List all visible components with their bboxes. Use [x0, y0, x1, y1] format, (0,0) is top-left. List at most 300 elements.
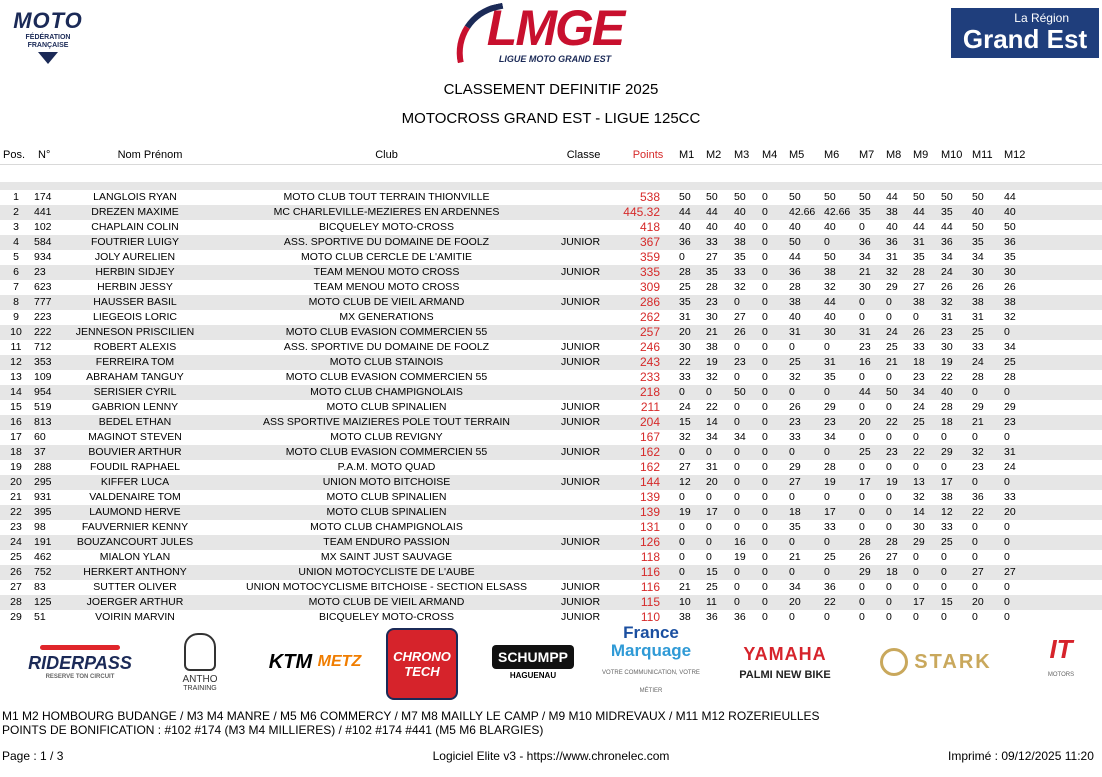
cell-m6: 44 — [824, 296, 836, 308]
cell-m11: 0 — [972, 386, 978, 398]
cell-m6: 0 — [824, 386, 830, 398]
cell-m11: 0 — [972, 521, 978, 533]
cell-m9: 30 — [913, 521, 925, 533]
header-classe: Classe — [566, 149, 601, 161]
table-row — [0, 565, 1102, 580]
sponsor-schumpp — [488, 620, 578, 704]
cell-m12: 0 — [1004, 476, 1010, 488]
cell-m10: 0 — [941, 566, 947, 578]
cell-m9: 0 — [913, 581, 919, 593]
cell-m12: 20 — [1004, 506, 1016, 518]
cell-m9: 13 — [913, 476, 925, 488]
cell-m5: 29 — [789, 461, 801, 473]
cell-m10: 36 — [941, 236, 953, 248]
cell-m1: 0 — [679, 566, 685, 578]
cell-classe: JUNIOR — [560, 596, 601, 608]
cell-m12: 23 — [1004, 416, 1016, 428]
bonus-footnote: POINTS DE BONIFICATION : #102 #174 (M3 M4 MILLIERES) / #102 #174 #441 (M5 M6 BLARGIES) — [2, 723, 544, 737]
cell-m3: 0 — [734, 416, 740, 428]
ffm-logo-sub2: FRANÇAISE — [27, 42, 69, 49]
cell-classe: JUNIOR — [560, 356, 601, 368]
cell-m2: 21 — [706, 326, 718, 338]
cell-m7: 0 — [859, 461, 865, 473]
cell-m1: 15 — [679, 416, 691, 428]
header-m12: M12 — [1004, 149, 1026, 161]
cell-num: 519 — [34, 401, 52, 413]
cell-m12: 28 — [1004, 371, 1016, 383]
cell-m7: 20 — [859, 416, 871, 428]
cell-club: ASS. SPORTIVE DU DOMAINE DE FOOLZ — [283, 341, 490, 353]
cell-pos: 6 — [13, 266, 19, 278]
table-row — [0, 430, 1102, 445]
cell-m6: 38 — [824, 266, 836, 278]
cell-club: MOTO CLUB CHAMPIGNOLAIS — [310, 386, 463, 398]
cell-m8: 0 — [886, 401, 892, 413]
header-m11: M11 — [972, 149, 993, 161]
antho-name: ANTHO — [182, 673, 218, 685]
cell-m2: 28 — [706, 281, 718, 293]
cell-m10: 15 — [941, 596, 953, 608]
cell-m5: 0 — [789, 566, 795, 578]
table-row — [0, 400, 1102, 415]
header-m2: M2 — [706, 149, 722, 161]
cell-points: 115 — [640, 595, 660, 609]
cell-m12: 0 — [1004, 611, 1010, 623]
cell-m12: 0 — [1004, 326, 1010, 338]
cell-m2: 0 — [706, 551, 712, 563]
cell-m12: 26 — [1004, 281, 1016, 293]
cell-m9: 29 — [913, 536, 925, 548]
cell-m8: 18 — [886, 566, 898, 578]
cell-m4: 0 — [762, 611, 768, 623]
cell-m2: 20 — [706, 476, 718, 488]
table-row — [0, 310, 1102, 325]
cell-m12: 29 — [1004, 401, 1016, 413]
cell-pos: 22 — [10, 506, 22, 518]
cell-m5: 36 — [789, 266, 801, 278]
cell-m2: 0 — [706, 386, 712, 398]
cell-m8: 25 — [886, 341, 898, 353]
cell-m12: 44 — [1004, 191, 1016, 203]
cell-m3: 0 — [734, 296, 740, 308]
table-row — [0, 580, 1102, 595]
cell-points: 218 — [639, 385, 660, 399]
cell-num: 51 — [34, 611, 46, 623]
cell-m9: 0 — [913, 431, 919, 443]
cell-m9: 18 — [913, 356, 925, 368]
cell-club: MOTO CLUB DE VIEIL ARMAND — [308, 296, 465, 308]
cell-m3: 16 — [734, 536, 746, 548]
cell-points: 139 — [639, 490, 660, 504]
header-separator-shade — [0, 182, 1102, 190]
cell-m10: 31 — [941, 311, 953, 323]
cell-m7: 30 — [859, 281, 871, 293]
cell-m3: 34 — [734, 431, 746, 443]
cell-m6: 0 — [824, 536, 830, 548]
cell-name: GABRION LENNY — [91, 401, 179, 413]
sponsor-chrono-tech — [386, 628, 458, 700]
cell-num: 295 — [34, 476, 52, 488]
cell-m7: 0 — [859, 491, 865, 503]
cell-m8: 40 — [886, 221, 898, 233]
cell-m1: 32 — [679, 431, 691, 443]
cell-points: 162 — [639, 460, 660, 474]
cell-m3: 40 — [734, 221, 746, 233]
cell-m8: 0 — [886, 461, 892, 473]
cell-m10: 18 — [941, 416, 953, 428]
cell-num: 102 — [34, 221, 52, 233]
cell-points: 262 — [639, 310, 660, 324]
cell-m9: 0 — [913, 551, 919, 563]
cell-m4: 0 — [762, 281, 768, 293]
cell-name: HERBIN SIDJEY — [95, 266, 175, 278]
cell-m4: 0 — [762, 596, 768, 608]
cell-m8: 0 — [886, 491, 892, 503]
cell-pos: 10 — [10, 326, 22, 338]
cell-m12: 27 — [1004, 566, 1016, 578]
cell-m5: 0 — [789, 386, 795, 398]
cell-m2: 31 — [706, 461, 718, 473]
cell-m3: 0 — [734, 566, 740, 578]
yamaha-sub: PALMI NEW BIKE — [739, 668, 831, 681]
cell-club: P.A.M. MOTO QUAD — [337, 461, 436, 473]
cell-m4: 0 — [762, 416, 768, 428]
cell-points: 309 — [639, 280, 660, 294]
lmge-logo-sub: LIGUE MOTO GRAND EST — [498, 54, 612, 64]
cell-m2: 30 — [706, 311, 718, 323]
cell-m9: 50 — [913, 191, 925, 203]
cell-m6: 19 — [824, 476, 836, 488]
cell-m9: 33 — [913, 341, 925, 353]
cell-pos: 9 — [13, 311, 19, 323]
cell-m3: 40 — [734, 206, 746, 218]
cell-club: MOTO CLUB STAINOIS — [329, 356, 444, 368]
cell-m5: 0 — [789, 341, 795, 353]
cell-m10: 0 — [941, 431, 947, 443]
itmotors-sub: MOTORS — [1047, 672, 1075, 678]
cell-name: KIFFER LUCA — [100, 476, 170, 488]
ffm-logo-word: MOTO — [13, 8, 83, 33]
cell-m10: 26 — [941, 281, 953, 293]
cell-m10: 40 — [941, 386, 953, 398]
cell-m6: 28 — [824, 461, 836, 473]
cell-m7: 0 — [859, 311, 865, 323]
cell-points: 257 — [639, 325, 660, 339]
cell-m11: 50 — [972, 191, 984, 203]
cell-m1: 0 — [679, 386, 685, 398]
table-row — [0, 550, 1102, 565]
cell-m8: 38 — [886, 206, 898, 218]
cell-club: BICQUELEY MOTO-CROSS — [319, 611, 454, 623]
cell-num: 23 — [34, 266, 46, 278]
cell-m7: 0 — [859, 221, 865, 233]
cell-num: 712 — [34, 341, 52, 353]
cell-pos: 7 — [13, 281, 19, 293]
cell-name: MAGINOT STEVEN — [88, 431, 182, 443]
cell-m2: 34 — [706, 431, 718, 443]
cell-pos: 11 — [10, 341, 22, 353]
cell-m11: 35 — [972, 236, 984, 248]
cell-pos: 21 — [10, 491, 22, 503]
cell-m2: 44 — [706, 206, 718, 218]
header-m7: M7 — [859, 149, 875, 161]
cell-name: ROBERT ALEXIS — [93, 341, 177, 353]
cell-m6: 0 — [824, 236, 830, 248]
cell-classe: JUNIOR — [560, 296, 601, 308]
table-row — [0, 280, 1102, 295]
cell-m7: 34 — [859, 251, 871, 263]
cell-num: 462 — [34, 551, 52, 563]
cell-m7: 0 — [859, 431, 865, 443]
cell-m4: 0 — [762, 521, 768, 533]
cell-name: LIEGEOIS LORIC — [92, 311, 178, 323]
cell-m6: 22 — [824, 596, 836, 608]
cell-classe: JUNIOR — [560, 536, 601, 548]
cell-m8: 28 — [886, 536, 898, 548]
cell-pos: 8 — [13, 296, 19, 308]
cell-m2: 19 — [706, 356, 718, 368]
cell-name: JENNESON PRISCILIEN — [75, 326, 195, 338]
cell-m1: 0 — [679, 521, 685, 533]
cell-name: VALDENAIRE TOM — [89, 491, 181, 503]
cell-m3: 50 — [734, 386, 746, 398]
cell-num: 813 — [34, 416, 52, 428]
cell-m7: 0 — [859, 371, 865, 383]
cell-pos: 4 — [13, 236, 19, 248]
cell-m11: 0 — [972, 581, 978, 593]
cell-club: MX GENERATIONS — [339, 311, 434, 323]
cell-m9: 0 — [913, 566, 919, 578]
software-credit: Logiciel Elite v3 - https://www.chronelec.com — [432, 749, 670, 763]
cell-m5: 38 — [789, 296, 801, 308]
cell-num: 777 — [34, 296, 52, 308]
cell-m7: 0 — [859, 521, 865, 533]
cell-classe: JUNIOR — [560, 581, 601, 593]
cell-points: 118 — [640, 550, 660, 564]
cell-m8: 19 — [886, 476, 898, 488]
cell-m10: 0 — [941, 581, 947, 593]
cell-m8: 0 — [886, 581, 892, 593]
cell-m5: 50 — [789, 236, 801, 248]
cell-m12: 0 — [1004, 551, 1010, 563]
cell-m1: 31 — [679, 311, 691, 323]
cell-m1: 50 — [679, 191, 691, 203]
cell-points: 144 — [639, 475, 660, 489]
cell-num: 353 — [34, 356, 52, 368]
cell-m9: 31 — [913, 236, 925, 248]
cell-pos: 5 — [13, 251, 19, 263]
header-pos: Pos. — [2, 149, 25, 161]
cell-m2: 25 — [706, 581, 718, 593]
cell-club: UNION MOTOCYCLISME BITCHOISE - SECTION ELSASS — [245, 581, 528, 593]
cell-m5: 0 — [789, 446, 795, 458]
cell-m4: 0 — [762, 401, 768, 413]
cell-m4: 0 — [762, 221, 768, 233]
cell-points: 445.32 — [623, 205, 660, 219]
cell-m2: 50 — [706, 191, 718, 203]
cell-m10: 30 — [941, 341, 953, 353]
cell-m12: 33 — [1004, 491, 1016, 503]
cell-m5: 20 — [789, 596, 801, 608]
cell-m1: 22 — [679, 356, 691, 368]
cell-m5: 33 — [789, 431, 801, 443]
ktm-sub: METZ — [317, 653, 362, 670]
cell-club: MC CHARLEVILLE-MEZIERES EN ARDENNES — [273, 206, 500, 218]
table-row — [0, 415, 1102, 430]
cell-points: 139 — [639, 505, 660, 519]
cell-club: MOTO CLUB CERCLE DE L'AMITIE — [300, 251, 472, 263]
cell-m9: 23 — [913, 371, 925, 383]
cell-num: 98 — [34, 521, 46, 533]
cell-m5: 50 — [789, 191, 801, 203]
cell-m9: 35 — [913, 251, 925, 263]
cell-m9: 14 — [913, 506, 925, 518]
cell-points: 162 — [639, 445, 660, 459]
cell-pos: 23 — [10, 521, 22, 533]
cell-club: MOTO CLUB TOUT TERRAIN THIONVILLE — [283, 191, 490, 203]
cell-name: MIALON YLAN — [99, 551, 171, 563]
cell-m7: 16 — [859, 356, 871, 368]
cell-m8: 0 — [886, 611, 892, 623]
cell-m6: 0 — [824, 446, 830, 458]
cell-m4: 0 — [762, 326, 768, 338]
cell-name: SUTTER OLIVER — [93, 581, 177, 593]
cell-m9: 44 — [913, 206, 925, 218]
antho-sub: TRAINING — [183, 684, 217, 692]
sponsor-riderpass — [20, 620, 140, 704]
cell-m6: 25 — [824, 551, 836, 563]
cell-m2: 36 — [706, 611, 718, 623]
cell-points: 131 — [639, 520, 660, 534]
cell-m8: 29 — [886, 281, 898, 293]
cell-m6: 36 — [824, 581, 836, 593]
cell-m7: 23 — [859, 341, 871, 353]
table-row — [0, 355, 1102, 370]
table-row — [0, 235, 1102, 250]
header-name: Nom Prénom — [117, 149, 183, 161]
cell-m1: 27 — [679, 461, 691, 473]
cell-num: 931 — [34, 491, 52, 503]
cell-m5: 35 — [789, 521, 801, 533]
cell-m2: 15 — [706, 566, 718, 578]
table-row — [0, 535, 1102, 550]
cell-pos: 16 — [10, 416, 22, 428]
cell-m8: 36 — [886, 236, 898, 248]
cell-m3: 50 — [734, 191, 746, 203]
cell-m10: 23 — [941, 326, 953, 338]
table-row — [0, 340, 1102, 355]
cell-m9: 38 — [913, 296, 925, 308]
header-points: Points — [632, 149, 664, 161]
cell-m3: 26 — [734, 326, 746, 338]
cell-points: 246 — [639, 340, 660, 354]
cell-m6: 23 — [824, 416, 836, 428]
cell-m10: 50 — [941, 191, 953, 203]
cell-m1: 0 — [679, 491, 685, 503]
cell-m3: 0 — [734, 581, 740, 593]
cell-classe: JUNIOR — [560, 446, 601, 458]
cell-m1: 0 — [679, 551, 685, 563]
cell-points: 335 — [639, 265, 660, 279]
cell-m4: 0 — [762, 236, 768, 248]
venues-footnote: M1 M2 HOMBOURG BUDANGE / M3 M4 MANRE / M5 M6 COMMERCY / M7 M8 MAILLY LE CAMP / M9 M10 MIDREVAUX / M11 M12 ROZERIEULLES — [2, 709, 820, 723]
cell-club: MOTO CLUB SPINALIEN — [326, 506, 447, 518]
cell-num: 222 — [34, 326, 52, 338]
cell-m1: 36 — [679, 236, 691, 248]
cell-m1: 10 — [679, 596, 691, 608]
cell-m9: 0 — [913, 611, 919, 623]
header-m5: M5 — [789, 149, 805, 161]
cell-m8: 0 — [886, 506, 892, 518]
cell-m7: 25 — [859, 446, 871, 458]
cell-points: 538 — [639, 190, 660, 204]
cell-name: SERISIER CYRIL — [93, 386, 177, 398]
cell-m8: 0 — [886, 311, 892, 323]
cell-classe: JUNIOR — [560, 416, 601, 428]
cell-pos: 26 — [10, 566, 22, 578]
standings-table — [0, 146, 1102, 625]
cell-m4: 0 — [762, 581, 768, 593]
chrono-line2: TECH — [404, 664, 440, 679]
cell-club: MOTO CLUB SPINALIEN — [326, 401, 447, 413]
cell-m10: 12 — [941, 506, 953, 518]
cell-m10: 33 — [941, 521, 953, 533]
cell-m3: 0 — [734, 521, 740, 533]
cell-m8: 24 — [886, 326, 898, 338]
sponsor-antho — [170, 620, 230, 704]
cell-m10: 17 — [941, 476, 953, 488]
cell-name: FOUTRIER LUIGY — [90, 236, 180, 248]
cell-m11: 50 — [972, 221, 984, 233]
cell-m7: 0 — [859, 401, 865, 413]
cell-m11: 33 — [972, 341, 984, 353]
cell-m8: 22 — [886, 416, 898, 428]
cell-m1: 0 — [679, 536, 685, 548]
cell-m4: 0 — [762, 476, 768, 488]
lmge-logo-word: LMGE — [486, 0, 624, 56]
table-body — [0, 190, 1102, 625]
cell-m5: 32 — [789, 371, 801, 383]
header-m8: M8 — [886, 149, 902, 161]
cell-m8: 0 — [886, 431, 892, 443]
cell-m5: 0 — [789, 536, 795, 548]
cell-m4: 0 — [762, 446, 768, 458]
page-title: CLASSEMENT DEFINITIF 2025 — [443, 81, 659, 98]
cell-m5: 0 — [789, 611, 795, 623]
table-row — [0, 520, 1102, 535]
cell-m2: 0 — [706, 536, 712, 548]
cell-m12: 0 — [1004, 386, 1010, 398]
cell-m11: 0 — [972, 536, 978, 548]
cell-m7: 0 — [859, 581, 865, 593]
cell-m6: 50 — [824, 191, 836, 203]
cell-m12: 0 — [1004, 581, 1010, 593]
cell-m5: 31 — [789, 326, 801, 338]
cell-m9: 28 — [913, 266, 925, 278]
header-m6: M6 — [824, 149, 840, 161]
cell-num: 752 — [34, 566, 52, 578]
cell-points: 286 — [639, 295, 660, 309]
riderpass-sub: RESERVE TON CIRCUIT — [45, 673, 115, 680]
cell-name: FOUDIL RAPHAEL — [89, 461, 181, 473]
cell-club: MOTO CLUB DE VIEIL ARMAND — [308, 596, 465, 608]
cell-m9: 32 — [913, 491, 925, 503]
stark-name: STARK — [914, 650, 992, 673]
sponsor-stark — [876, 620, 996, 704]
france-line1: France — [623, 623, 679, 642]
cell-m9: 24 — [913, 401, 925, 413]
cell-m6: 40 — [824, 221, 836, 233]
